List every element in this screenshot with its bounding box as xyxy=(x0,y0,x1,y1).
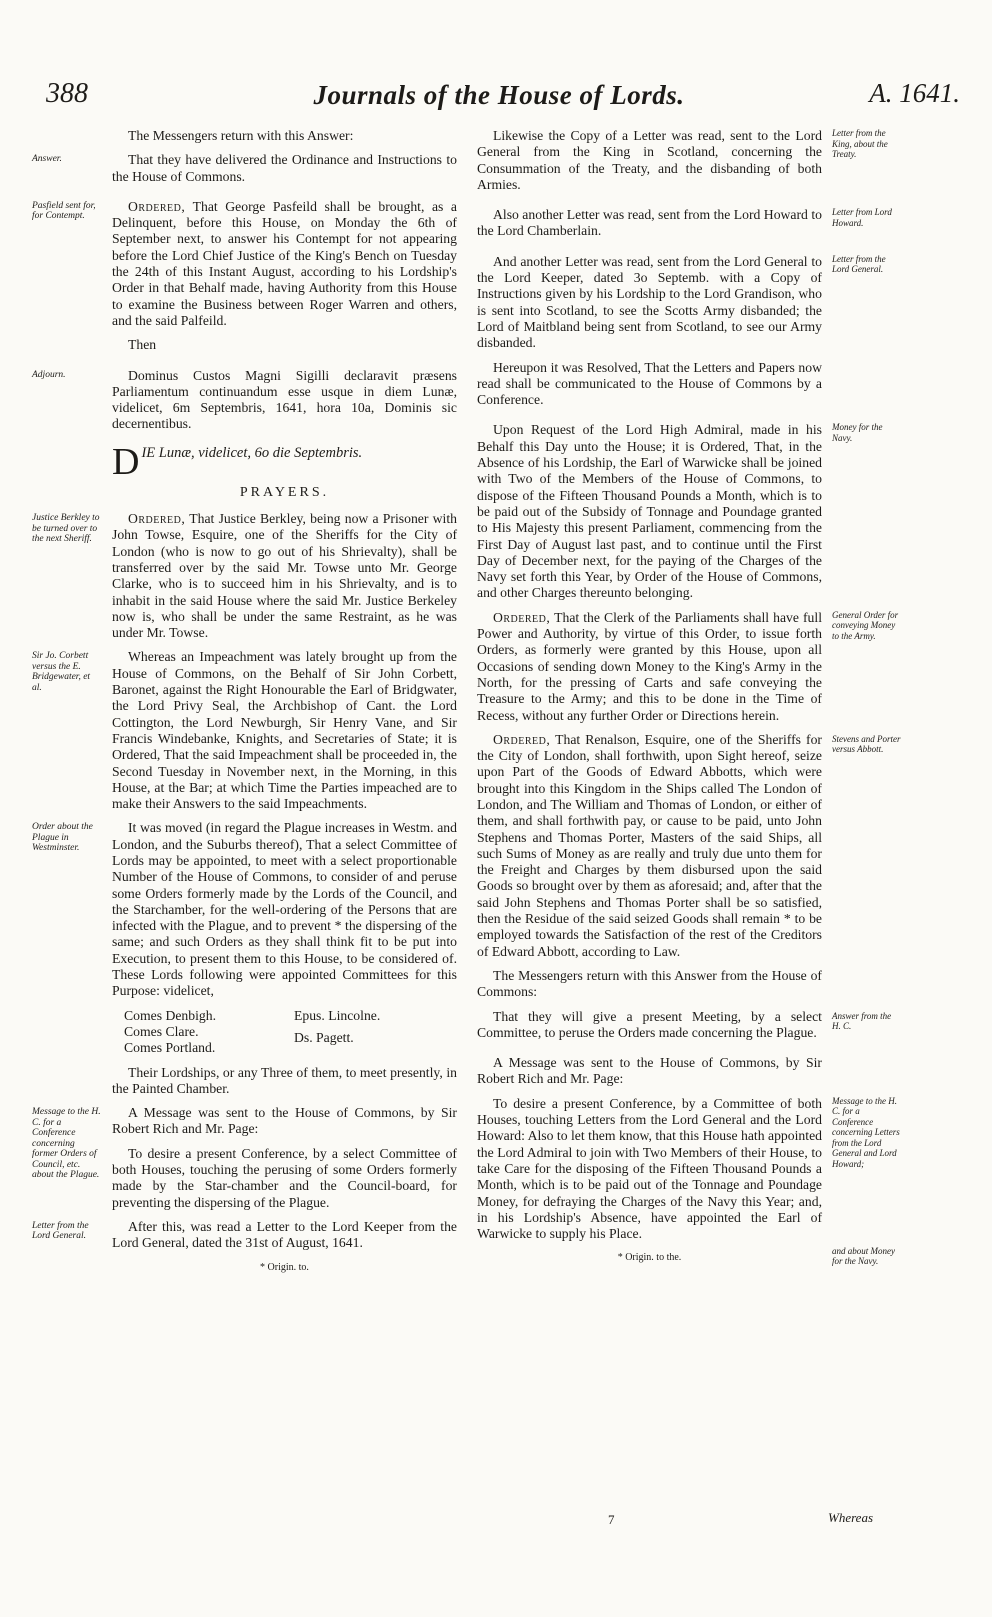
margin-note: Letter from the King, about the Treaty. xyxy=(832,128,888,159)
paragraph: Answer from the H. C. That they will give a present Meeting, by a select Committee, to peruse the Orders made concerning the Plague. xyxy=(477,1009,822,1042)
margin-note: Message to the H. C. for a Conference concerning Letters from the Lord General and Lord Howard; xyxy=(832,1095,900,1169)
margin-note: and about Money for the Navy. xyxy=(832,1245,895,1267)
paragraph: Stevens and Porter versus Abbott. Ordered, That Renalson, Esquire, one of the Sheriffs for the City of London, shall forthwith, upon Sight hereof, seize upon Part of the Goods of Edward Abbotts, which were brought into this Kingdom in the Ships called The London of London, and The William and Thomas of London, or either of them, and shall forthwith pay, or cause to be paid, unto John Stephens and Thomas Porter, Masters of the said Ships, all such Sums of Money as are really and truly due unto them for the Freight and Charges by them disbursed upon the said Goods so brought over by them as aforesaid; and, after that the said John Stephens and Thomas Porter shall be so satisfied, then the Residue of the said seized Goods shall remain * to be employed towards the Satisfaction of the rest of the Creditors of Edward Abbott, according to Law. xyxy=(477,731,901,959)
paragraph: Letter from the Lord General. And another Letter was read, sent from the Lord General to the Lord Keeper, dated 3o Septemb. with a Copy of Instructions given by his Lordship to the Lord Grandison, who is sent into Scotland, to see the Scotts Army disbanded; the Lord of Maitbland being sent from Scotland, to see our Army disbanded. xyxy=(477,254,822,352)
paragraph: Sir Jo. Corbett versus the E. Bridgewater, et al. Whereas an Impeachment was lately brought up from the House of Commons, on the Behalf of Sir John Corbett, Baronet, against the Right Honourable the Earl of Bridgwater, the Lord Privy Seal, the Archbishop of Cant. the Lord Cottington, the Lord Newburgh, Sir Henry Vane, and Sir Francis Windebanke, Knights, and Secretaries of State; it is Ordered, That the said Impeachment shall be proceeded in, the Second Tuesday in November next, in the Morning, in this House, at the Bar; at which Time the Parties impeached are to make their Answers to the said Impeachments. xyxy=(32,649,457,812)
paragraph: Answer. That they have delivered the Ordinance and Instructions to the House of Commons. xyxy=(32,152,457,184)
margin-note: Adjourn. xyxy=(32,369,66,380)
footnote: * Origin. to the. xyxy=(617,1252,682,1264)
paragraph: Order about the Plague in Westminster. It was moved (in regard the Plague increases in Westm. and London, and the Suburbs thereof), That a select Committee of Lords may be appointed, to meet with a select proportionable Number of the House of Commons, to consider of and peruse some Orders formerly made by the Lords of the Council, and the Starchamber, for the well-ordering of the Persons that are infected with the Plague, and to prevent * the dispersing of the same; and such Orders as they shall think fit to be put into Execution, to present them to this House, to be considered of. These Lords following were appointed Committees for this Purpose: videlicet, xyxy=(32,820,457,999)
margin-note: Answer from the H. C. xyxy=(832,1010,892,1032)
drop-cap: D xyxy=(112,440,140,483)
right-column xyxy=(477,128,901,1267)
left-column xyxy=(32,128,457,1276)
list-item: Comes Portland. xyxy=(124,1040,216,1056)
margin-note: Letter from Lord Howard. xyxy=(832,207,892,228)
margin-note: Sir Jo. Corbett versus the E. Bridgewater, et al. xyxy=(32,651,91,693)
paragraph: Letter from the Lord General. After this, was read a Letter to the Lord Keeper from the Lord General, dated the 31st of August, 1641. xyxy=(32,1218,457,1251)
paragraph: Message to the H. C. for a Conference concerning former Orders of Council, etc. about the Plague. A Message was sent to the House of Commons, by Sir Robert Rich and Mr. Page: xyxy=(32,1105,457,1181)
margin-note: Stevens and Porter versus Abbott. xyxy=(832,733,901,755)
list-item: Ds. Pagett. xyxy=(294,1029,354,1045)
page-number: 388 xyxy=(46,78,88,109)
margin-note: Message to the H. C. for a Conference concerning former Orders of Council, etc. about the Plague. xyxy=(32,1107,101,1181)
prayers-heading: PRAYERS. xyxy=(239,484,330,500)
paragraph: Justice Berkley to be turned over to the next Sheriff. Ordered, That Justice Berkley, being now a Prisoner with John Towse, Esquire, one of the Sheriffs for the City of London (who is now to go out of his Shrievalty), shall be transferred over by the said Mr. Towse unto Mr. George Clarke, who is to succeed him in his Shrievalty, and is to inhabit in the said House where the said Mr. Justice Berkeley now is, who shall be under the same Restraint, as he was under Mr. Towse. xyxy=(32,511,457,641)
footnote: * Origin. to. xyxy=(260,1261,309,1273)
paragraph: Letter from Lord Howard. Also another Letter was read, sent from the Lord Howard to the Lord Chamberlain. xyxy=(477,207,822,240)
list-item: Comes Clare. xyxy=(124,1023,199,1039)
margin-note: Answer. xyxy=(32,154,62,165)
margin-note: General Order for conveying Money to the Army. xyxy=(832,609,899,641)
paragraph: Message to the H. C. for a Conference concerning Letters from the Lord General and Lord Howard; and about Money for the Navy. To desire a present Conference, by a Committee of both Houses, touching Letters from the Lord General and the Lord Howard: Also to let them know, that this House hath appointed the Lord Admiral to join with Two Members of their House, to take Care for the disposing of the Fifteen Thousand Pounds a Month, which is to be paid out of the Tonnage and Poundage Money, for defraying the Charges of the Navy this Year; and, in his Lordship's Absence, have appointed the Earl of Warwicke to supply his Place. xyxy=(477,1096,822,1243)
paragraph: General Order for conveying Money to the Army. Ordered, That the Clerk of the Parliaments shall have full Power and Authority, by virtue of this Order, to issue forth Orders, as formerly were granted by this House, upon all Occasions of sending down Money to the King's Army in the North, for the pressing of Carts and safe conveying the Treasure to the Army; and this to be done in the Time of Recess, without any further Order or Directions herein. xyxy=(477,610,822,724)
paragraph: The Messengers return with this Answer: xyxy=(128,128,354,143)
paragraph: Then xyxy=(128,337,157,353)
margin-note: Letter from the Lord General. xyxy=(832,253,886,275)
day-heading: D IE Lunæ, videlicet, 6o die Septembris. xyxy=(112,440,363,483)
paragraph: Letter from the King, about the Treaty. Likewise the Copy of a Letter was read, sent to the Lord General from the King in Scotland, concerning the Consummation of the Treaty, and the disbanding of both Armies. xyxy=(477,128,822,193)
margin-note: Pasfield sent for, for Contempt. xyxy=(32,200,96,222)
paragraph: Their Lordships, or any Three of them, to meet presently, in the Painted Chamber. xyxy=(112,1064,457,1096)
margin-note: Justice Berkley to be turned over to the next Sheriff. xyxy=(32,513,100,545)
paragraph: Adjourn. Dominus Custos Magni Sigilli declaravit præsens Parliamentum continuandum esse usque in diem Lunæ, videlicet, 6m Septembris, 1641, hora 10a, Dominis sic decernentibus. xyxy=(32,367,457,432)
signature-mark: 7 xyxy=(608,1512,615,1527)
margin-note: Letter from the Lord General. xyxy=(32,1220,89,1242)
margin-note: Money for the Navy. xyxy=(832,422,883,443)
paragraph: The Messengers return with this Answer from the House of Commons: xyxy=(477,967,822,1000)
paragraph: Money for the Navy. Upon Request of the Lord High Admiral, made in his Behalf this Day unto the House; it is Ordered, That, in the Absence of his Lordship, the Earl of Warwicke shall be joined with Two of the Members of the House of Commons, to dispose of the Fifteen Thousand Pounds a Month, which is to be paid out of the Subsidy of Tonnage and Poundage granted to His Majesty this present Parliament, commencing from the First Day of August last past, and to continue until the First Day of December next, for the paying of the Charges of the Navy set forth this Year, by Order of the House of Commons, and other Charges thereunto belonging. xyxy=(477,422,822,601)
list-item: Epus. Lincolne. xyxy=(294,1007,381,1023)
running-header xyxy=(38,78,960,118)
list-item: Comes Denbigh. xyxy=(124,1007,217,1023)
paragraph: A Message was sent to the House of Commons, by Sir Robert Rich and Mr. Page: xyxy=(477,1055,822,1087)
catchword: Whereas xyxy=(828,1510,874,1525)
committee-list xyxy=(112,1008,457,1057)
paragraph: Hereupon it was Resolved, That the Letters and Papers now read shall be communicated to the House of Commons by a Conference. xyxy=(477,359,822,408)
running-title: Journals of the House of Lords. xyxy=(313,80,685,110)
paragraph: To desire a present Conference, by a select Committee of both Houses, touching the perusing of some Orders formerly made by the Star-chamber and the Council-board, for preventing the dispersing of the Plague. xyxy=(112,1145,457,1210)
running-year: A. 1641. xyxy=(869,78,960,108)
margin-note: Order about the Plague in Westminster. xyxy=(32,822,93,854)
paragraph: Pasfield sent for, for Contempt. Ordered, That George Pasfeild shall be brought, as a Delinquent, before this House, on Monday the 6th of September next, to answer his Contempt for not appearing before the Lord Chief Justice of the King's Bench on Tuesday the 24th of this Instant August, according to his Lordship's Order in that Behalf made, having Authority from this House to examine the Business between Roger Warren and others, and the said Palfeild. xyxy=(32,198,457,328)
